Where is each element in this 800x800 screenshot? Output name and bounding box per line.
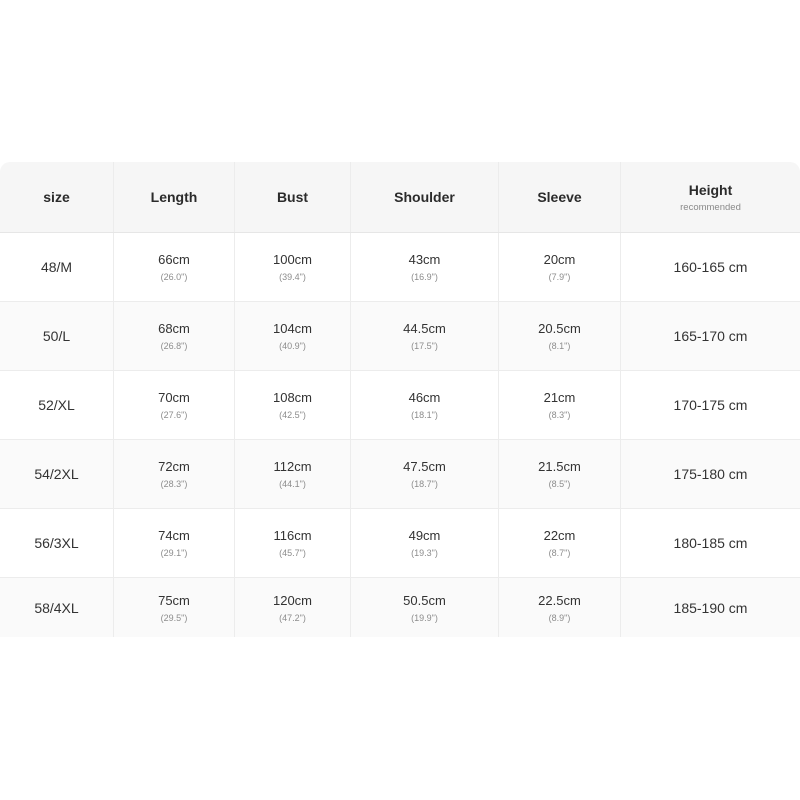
table-row bbox=[0, 302, 800, 371]
shoulder-cell bbox=[351, 371, 499, 439]
size-cell bbox=[0, 371, 114, 439]
table-row bbox=[0, 578, 800, 637]
bust-cell bbox=[235, 578, 351, 637]
shoulder-cell bbox=[351, 578, 499, 637]
sleeve-cell bbox=[499, 233, 621, 301]
sleeve-cm: 22.5cm bbox=[538, 592, 581, 608]
length-cm: 68cm bbox=[158, 321, 190, 336]
table-row bbox=[0, 509, 800, 578]
shoulder-cm: 46cm bbox=[408, 390, 441, 405]
length-inch: (28.3") bbox=[160, 479, 188, 489]
shoulder-cm: 50.5cm bbox=[403, 592, 446, 608]
shoulder-inch: (17.5") bbox=[411, 341, 438, 351]
size-value: 54/2XL bbox=[34, 466, 79, 482]
header-length bbox=[114, 162, 235, 232]
size-cell bbox=[0, 440, 114, 508]
bust-cm: 104cm bbox=[272, 321, 313, 336]
length-cell bbox=[114, 578, 235, 637]
size-cell bbox=[0, 578, 114, 637]
length-cm: 66cm bbox=[158, 252, 190, 267]
length-cm: 70cm bbox=[158, 390, 190, 405]
table-row bbox=[0, 371, 800, 440]
shoulder-cm: 47.5cm bbox=[403, 459, 446, 474]
sleeve-cm: 22cm bbox=[543, 528, 576, 543]
length-inch: (29.5") bbox=[160, 612, 188, 623]
length-cell bbox=[114, 302, 235, 370]
height-cell bbox=[621, 440, 800, 508]
length-cm: 72cm bbox=[158, 459, 190, 474]
header-height-sublabel: recommended bbox=[680, 201, 741, 213]
size-value: 52/XL bbox=[38, 397, 75, 413]
header-bust-label: Bust bbox=[276, 189, 309, 205]
bust-inch: (39.4") bbox=[279, 272, 306, 282]
shoulder-inch: (19.9") bbox=[411, 612, 438, 623]
length-cell bbox=[114, 371, 235, 439]
size-cell bbox=[0, 233, 114, 301]
length-inch: (29.1") bbox=[160, 548, 188, 558]
sleeve-inch: (8.7") bbox=[548, 548, 571, 558]
sleeve-cell bbox=[499, 302, 621, 370]
size-chart-table bbox=[0, 162, 800, 638]
size-cell bbox=[0, 302, 114, 370]
length-inch: (27.6") bbox=[160, 410, 188, 420]
shoulder-inch: (19.3") bbox=[411, 548, 438, 558]
sleeve-cell bbox=[499, 509, 621, 577]
height-value: 175-180 cm bbox=[673, 466, 748, 482]
sleeve-inch: (7.9") bbox=[548, 272, 571, 282]
bust-inch: (40.9") bbox=[279, 341, 306, 351]
length-cell bbox=[114, 440, 235, 508]
height-value: 165-170 cm bbox=[673, 328, 748, 344]
bust-cm: 112cm bbox=[273, 459, 312, 474]
length-cm: 75cm bbox=[158, 592, 190, 608]
sleeve-inch: (8.5") bbox=[548, 479, 571, 489]
height-value: 160-165 cm bbox=[673, 259, 748, 275]
header-sleeve-label: Sleeve bbox=[537, 189, 582, 205]
header-sleeve bbox=[499, 162, 621, 232]
height-cell bbox=[621, 371, 800, 439]
bust-cm: 116cm bbox=[273, 528, 312, 543]
sleeve-inch: (8.3") bbox=[548, 410, 571, 420]
header-size-label: size bbox=[43, 189, 70, 205]
height-cell bbox=[621, 302, 800, 370]
shoulder-cell bbox=[351, 233, 499, 301]
bust-cm: 100cm bbox=[272, 252, 313, 267]
size-cell bbox=[0, 509, 114, 577]
height-cell bbox=[621, 578, 800, 637]
sleeve-cell bbox=[499, 578, 621, 637]
header-bust bbox=[235, 162, 351, 232]
sleeve-cell bbox=[499, 440, 621, 508]
header-height-label: Height bbox=[688, 181, 733, 198]
length-cell bbox=[114, 233, 235, 301]
shoulder-inch: (16.9") bbox=[411, 272, 438, 282]
table-row bbox=[0, 233, 800, 302]
sleeve-cm: 21cm bbox=[543, 390, 576, 405]
shoulder-inch: (18.1") bbox=[411, 410, 438, 420]
size-value: 48/M bbox=[40, 259, 73, 275]
size-value: 58/4XL bbox=[34, 599, 79, 616]
bust-cell bbox=[235, 509, 351, 577]
bust-inch: (44.1") bbox=[279, 479, 306, 489]
shoulder-cell bbox=[351, 440, 499, 508]
shoulder-cm: 43cm bbox=[408, 252, 441, 267]
bust-inch: (42.5") bbox=[279, 410, 306, 420]
height-value: 185-190 cm bbox=[673, 599, 748, 616]
size-value: 50/L bbox=[42, 328, 71, 344]
bust-cm: 120cm bbox=[272, 592, 313, 608]
shoulder-cell bbox=[351, 509, 499, 577]
sleeve-cm: 21.5cm bbox=[538, 459, 581, 474]
header-shoulder-label: Shoulder bbox=[394, 189, 455, 205]
height-cell bbox=[621, 233, 800, 301]
sleeve-cm: 20cm bbox=[543, 252, 576, 267]
bust-inch: (47.2") bbox=[279, 612, 306, 623]
shoulder-cell bbox=[351, 302, 499, 370]
bust-cm: 108cm bbox=[272, 390, 313, 405]
sleeve-cm: 20.5cm bbox=[538, 321, 581, 336]
length-cell bbox=[114, 509, 235, 577]
header-length-label: Length bbox=[150, 189, 198, 205]
header-size bbox=[0, 162, 114, 232]
shoulder-inch: (18.7") bbox=[411, 479, 438, 489]
bust-cell bbox=[235, 440, 351, 508]
bust-cell bbox=[235, 233, 351, 301]
bust-cell bbox=[235, 371, 351, 439]
height-value: 170-175 cm bbox=[673, 397, 748, 413]
height-cell bbox=[621, 509, 800, 577]
sleeve-cell bbox=[499, 371, 621, 439]
header-height bbox=[621, 162, 800, 232]
table-row bbox=[0, 440, 800, 509]
size-value: 56/3XL bbox=[34, 535, 79, 551]
shoulder-cm: 44.5cm bbox=[403, 321, 446, 336]
sleeve-inch: (8.1") bbox=[548, 341, 571, 351]
length-inch: (26.0") bbox=[160, 272, 188, 282]
header-shoulder bbox=[351, 162, 499, 232]
bust-inch: (45.7") bbox=[279, 548, 306, 558]
length-cm: 74cm bbox=[158, 528, 190, 543]
length-inch: (26.8") bbox=[160, 341, 188, 351]
height-value: 180-185 cm bbox=[673, 535, 748, 551]
table-header-row bbox=[0, 162, 800, 233]
bust-cell bbox=[235, 302, 351, 370]
shoulder-cm: 49cm bbox=[408, 528, 441, 543]
sleeve-inch: (8.9") bbox=[548, 612, 571, 623]
